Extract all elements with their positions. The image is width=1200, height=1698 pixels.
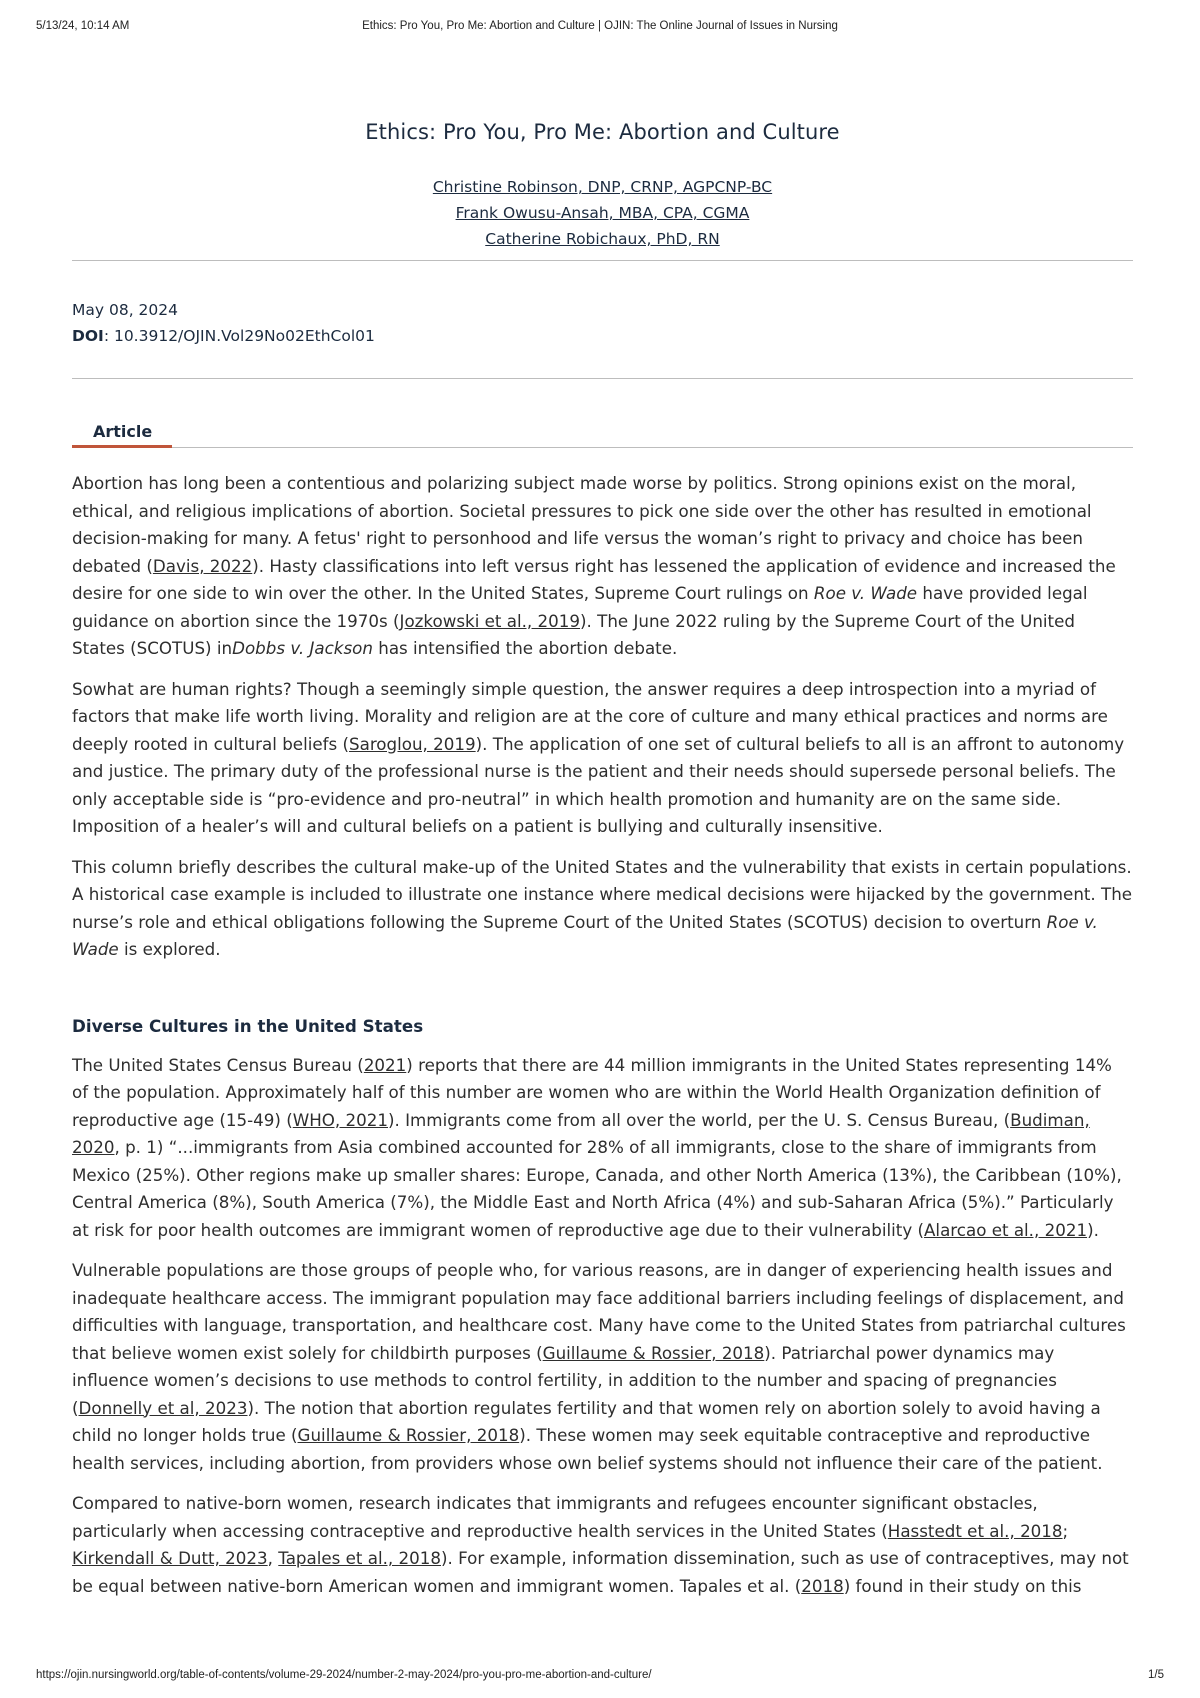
text-run: This column briefly describes the cultural make-up of the United States and the vulnerability that exists in certain populations. A historical case example is included to illustrate one instance where medical decisions were hijacked by the government. The nurse’s role and ethical obligations following the Supreme Court of the United States (SCOTUS) decision to overturn — [72, 856, 1133, 932]
paragraph-5 — [72, 1257, 1133, 1477]
text-run: ). The application of one set of cultural beliefs to all is an affront to autonomy and justice. The primary duty of the professional nurse is the patient and their needs should supersede personal beliefs. The only acceptable side is “pro-evidence and pro-neutral” in which health promotion and humanity are on the same side. Imposition of a healer’s will and cultural beliefs on a patient is bullying and culturally insensitive. — [72, 733, 1125, 836]
text-run: ). The notion that abortion regulates fertility and that women rely on abortion solely to avoid having a child no longer holds true ( — [72, 1397, 1101, 1445]
text-run: ). These women may seek equitable contraceptive and reproductive health services, including abortion, from providers whose own belief systems should not influence their care of the patient. — [72, 1425, 1103, 1473]
article-body — [72, 470, 1133, 1613]
case-name-roe: Roe v. Wade — [72, 911, 1098, 959]
author-link-robinson[interactable]: Christine Robinson, DNP, CRNP, AGPCNP-BC — [432, 178, 773, 196]
paragraph-3 — [72, 854, 1133, 964]
page-url: https://ojin.nursingworld.org/table-of-contents/volume-29-2024/number-2-may-2024/pro-you-pro-me-abortion-and-culture/ — [36, 1669, 652, 1681]
text-run: The United States Census Bureau ( — [72, 1054, 364, 1075]
citation-link-who[interactable]: WHO, 2021 — [292, 1109, 389, 1130]
paragraph-1 — [72, 470, 1133, 663]
article-meta — [72, 297, 375, 349]
section-heading-diverse-cultures: Diverse Cultures in the United States — [72, 1015, 424, 1036]
print-datetime: 5/13/24, 10:14 AM — [36, 20, 130, 32]
citation-link-guillaume[interactable]: Guillaume & Rossier, 2018 — [297, 1425, 520, 1445]
text-run: ). For example, information dissemination, such as use of contraceptives, may not be equal between native-born American women and immigrant women. Tapales et al. ( — [72, 1548, 1129, 1596]
text-run: have provided legal guidance on abortion since the 1970s ( — [72, 583, 1088, 631]
paragraph-4 — [72, 1052, 1133, 1245]
citation-link-budiman[interactable]: Budiman, 2020 — [72, 1109, 1090, 1157]
author-link-owusu-ansah[interactable]: Frank Owusu-Ansah, MBA, CPA, CGMA — [455, 204, 750, 222]
case-name-dobbs: Dobbs v. Jackson — [232, 638, 373, 658]
text-run: ). — [1087, 1219, 1099, 1240]
doi-value: : 10.3912/OJIN.Vol29No02EthCol01 — [103, 327, 375, 345]
text-run: ). Immigrants come from all over the world, per the U. S. Census Bureau, ( — [388, 1109, 1011, 1130]
divider-tabs-top — [72, 378, 1133, 379]
author-list — [72, 174, 1133, 252]
citation-link-tapales-year[interactable]: 2018 — [801, 1575, 844, 1596]
tab-article-label: Article — [93, 422, 153, 441]
page-number: 1/5 — [1148, 1669, 1164, 1681]
text-run: is explored. — [118, 939, 221, 959]
citation-link-hasstedt[interactable]: Hasstedt et al., 2018 — [887, 1520, 1063, 1541]
citation-link-kirkendall[interactable]: Kirkendall & Dutt, 2023 — [72, 1548, 268, 1568]
text-run: ) found in their study on this — [843, 1575, 1082, 1596]
paragraph-6 — [72, 1490, 1133, 1600]
article-title: Ethics: Pro You, Pro Me: Abortion and Culture — [365, 120, 840, 144]
text-run: , p. 1) “...immigrants from Asia combined accounted for 28% of all immigrants, close to the share of immigrants from Mexico (25%). Other regions make up smaller shares: Europe, Canada, and other North America (13%), the Caribbean (10%), Central America (8%), South America (7%), the Middle East and North Africa (4%) and sub-Saharan Africa (5%).” Particularly at risk for poor health outcomes are immigrant women of reproductive age due to their vulnerability ( — [72, 1137, 1122, 1240]
citation-link-guillaume[interactable]: Guillaume & Rossier, 2018 — [542, 1342, 765, 1363]
text-run: ). Patriarchal power dynamics may influence women’s decisions to use methods to control fertility, in addition to the number and spacing of pregnancies ( — [72, 1342, 1057, 1418]
print-header — [36, 20, 1164, 36]
text-run: ). The June 2022 ruling by the Supreme Court of the United States (SCOTUS) in — [72, 610, 1075, 658]
citation-link-alarcao[interactable]: Alarcao et al., 2021 — [924, 1219, 1088, 1240]
divider-tabs-bottom — [72, 447, 1133, 448]
tab-active-indicator — [72, 445, 172, 448]
text-run: ) reports that there are 44 million immigrants in the United States representing 14% of the population. Approximately half of this number are women who are within the World Health Organization definition of reproductive age (15-49) ( — [72, 1054, 1112, 1130]
print-page-title: Ethics: Pro You, Pro Me: Abortion and Culture | OJIN: The Online Journal of Issues in Nursing — [362, 20, 838, 32]
section-spacer — [72, 977, 1133, 1013]
author-link-robichaux[interactable]: Catherine Robichaux, PhD, RN — [485, 230, 720, 248]
heading-spacer — [72, 1040, 1133, 1052]
text-run: Compared to native-born women, research indicates that immigrants and refugees encounter significant obstacles, particularly when accessing contraceptive and reproductive health services in the United States ( — [72, 1493, 1038, 1541]
citation-link-davis[interactable]: Davis, 2022 — [152, 555, 253, 576]
doi-line — [72, 323, 375, 349]
citation-link-donnelly[interactable]: Donnelly et al, 2023 — [78, 1397, 248, 1418]
print-footer — [36, 1669, 1164, 1685]
text-run: , — [267, 1548, 279, 1568]
citation-link-census-2021[interactable]: 2021 — [363, 1054, 407, 1075]
text-run: Vulnerable populations are those groups of people who, for various reasons, are in danger of experiencing health issues and inadequate healthcare access. The immigrant population may face additional barriers including feelings of displacement, and difficulties with language, transportation, and healthcare cost. Many have come to the United States from patriarchal cultures that believe women exist solely for childbirth purposes ( — [72, 1260, 1126, 1363]
citation-link-jozkowski[interactable]: Jozkowski et al., 2019 — [399, 610, 581, 631]
citation-link-tapales[interactable]: Tapales et al., 2018 — [278, 1548, 441, 1568]
doi-label: DOI — [72, 327, 104, 345]
paragraph-2 — [72, 676, 1133, 841]
text-run: has intensified the abortion debate. — [372, 638, 678, 658]
case-name-roe: Roe v. Wade — [813, 583, 918, 603]
text-run: Sowhat are human rights? Though a seemingly simple question, the answer requires a deep introspection into a myriad of factors that make life worth living. Morality and religion are at the core of culture and many ethical practices and norms are deeply rooted in cultural beliefs ( — [72, 678, 1108, 754]
citation-link-saroglou[interactable]: Saroglou, 2019 — [349, 733, 476, 754]
divider-top — [72, 260, 1133, 261]
text-run: Abortion has long been a contentious and polarizing subject made worse by politics. Strong opinions exist on the moral, ethical, and religious implications of abortion. Societal pressures to pick one side over the other has resulted in emotional decision-making for many. A fetus' right to personhood and life versus the woman’s right to privacy and choice has been debated ( — [72, 473, 1092, 576]
publish-date: May 08, 2024 — [72, 301, 178, 319]
text-run: ; — [1062, 1520, 1069, 1541]
tab-article[interactable] — [72, 422, 172, 475]
text-run: ). Hasty classifications into left versus right has lessened the application of evidence and increased the desire for one side to win over the other. In the United States, Supreme Court rulings on — [72, 555, 1116, 603]
